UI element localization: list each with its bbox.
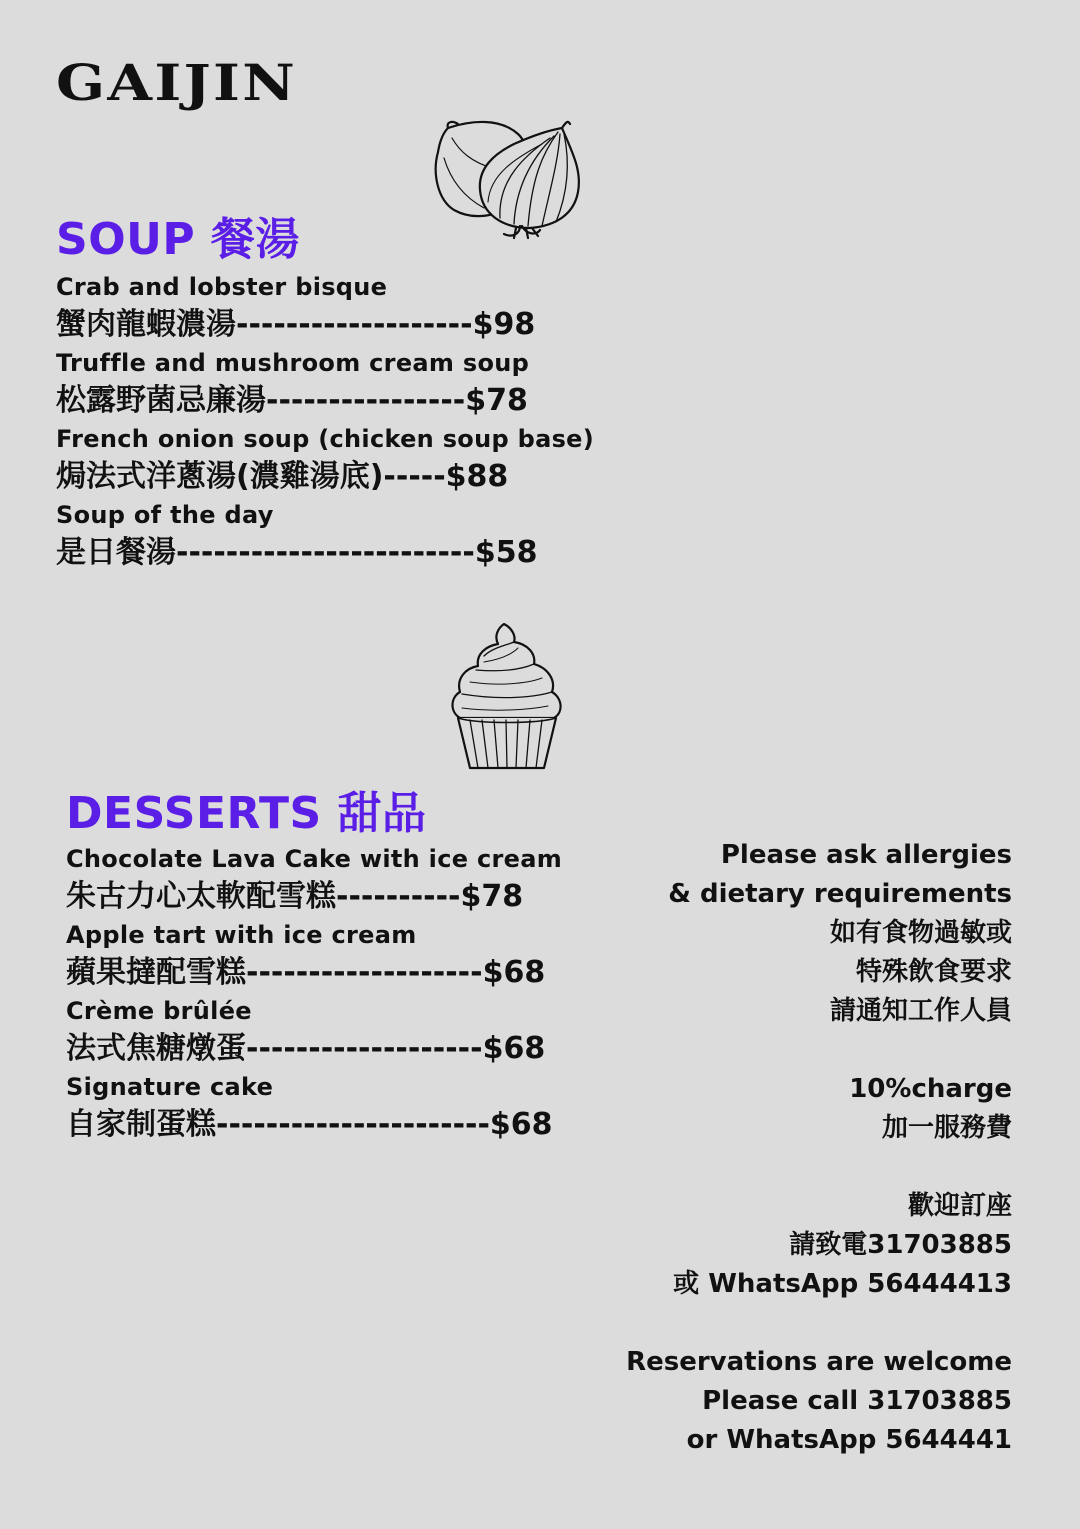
brand-logo: GAIJIN bbox=[56, 53, 298, 112]
item-name-en: Signature cake bbox=[66, 1073, 274, 1101]
spacer bbox=[626, 1031, 1012, 1070]
cupcake-icon bbox=[448, 620, 566, 776]
item-name-en: Truffle and mushroom cream soup bbox=[56, 349, 530, 377]
reservation-en: or WhatsApp 5644441 bbox=[686, 1425, 1012, 1455]
item-name-zh-price: 松露野菌忌廉湯----------------$78 bbox=[56, 383, 528, 418]
allergy-note-en: & dietary requirements bbox=[668, 879, 1012, 909]
menu-item bbox=[66, 1072, 562, 1148]
section-title-desserts: DESSERTS 甜品 bbox=[66, 788, 427, 839]
item-name-en: Apple tart with ice cream bbox=[66, 921, 417, 949]
reservation-en: Reservations are welcome bbox=[626, 1347, 1012, 1377]
menu-item bbox=[66, 920, 562, 996]
item-name-en: French onion soup (chicken soup base) bbox=[56, 425, 595, 453]
item-name-en: Crab and lobster bisque bbox=[56, 273, 388, 301]
allergy-note-en: Please ask allergies bbox=[720, 840, 1012, 870]
item-name-zh-price: 是日餐湯------------------------$58 bbox=[56, 535, 538, 570]
reservation-en: Please call 31703885 bbox=[702, 1386, 1012, 1416]
reservation-zh: 歡迎訂座 bbox=[907, 1191, 1012, 1221]
menu-item bbox=[66, 996, 562, 1072]
item-name-zh-price: 焗法式洋蔥湯(濃雞湯底)-----$88 bbox=[56, 459, 509, 494]
menu-item bbox=[66, 844, 562, 920]
service-charge-zh: 加一服務費 bbox=[881, 1113, 1012, 1143]
item-name-zh-price: 朱古力心太軟配雪糕----------$78 bbox=[66, 879, 524, 914]
menu-item bbox=[56, 424, 594, 500]
allergy-note-zh: 特殊飲食要求 bbox=[855, 957, 1012, 987]
info-panel bbox=[626, 836, 1012, 1460]
item-name-en: Chocolate Lava Cake with ice cream bbox=[66, 845, 563, 873]
item-name-zh-price: 自家制蛋糕----------------------$68 bbox=[66, 1107, 553, 1142]
item-name-zh-price: 蟹肉龍蝦濃湯-------------------$98 bbox=[56, 307, 536, 342]
spacer bbox=[626, 1304, 1012, 1343]
item-name-zh-price: 法式焦糖燉蛋-------------------$68 bbox=[66, 1031, 546, 1066]
reservation-zh: 請致電31703885 bbox=[789, 1230, 1012, 1260]
item-name-en: Crème brûlée bbox=[66, 997, 252, 1025]
item-name-zh-price: 蘋果撻配雪糕-------------------$68 bbox=[66, 955, 546, 990]
service-charge-en: 10%charge bbox=[849, 1074, 1012, 1104]
menu-item bbox=[56, 348, 594, 424]
desserts-section bbox=[66, 788, 563, 1148]
section-title-soup: SOUP 餐湯 bbox=[56, 214, 300, 265]
allergy-note-zh: 請通知工作人員 bbox=[829, 996, 1012, 1026]
soup-section bbox=[56, 214, 595, 576]
reservation-zh: 或 WhatsApp 56444413 bbox=[673, 1269, 1012, 1299]
menu-item bbox=[56, 272, 594, 348]
menu-item bbox=[56, 500, 594, 576]
item-name-en: Soup of the day bbox=[56, 501, 274, 529]
allergy-note-zh: 如有食物過敏或 bbox=[829, 918, 1012, 948]
spacer bbox=[626, 1148, 1012, 1187]
